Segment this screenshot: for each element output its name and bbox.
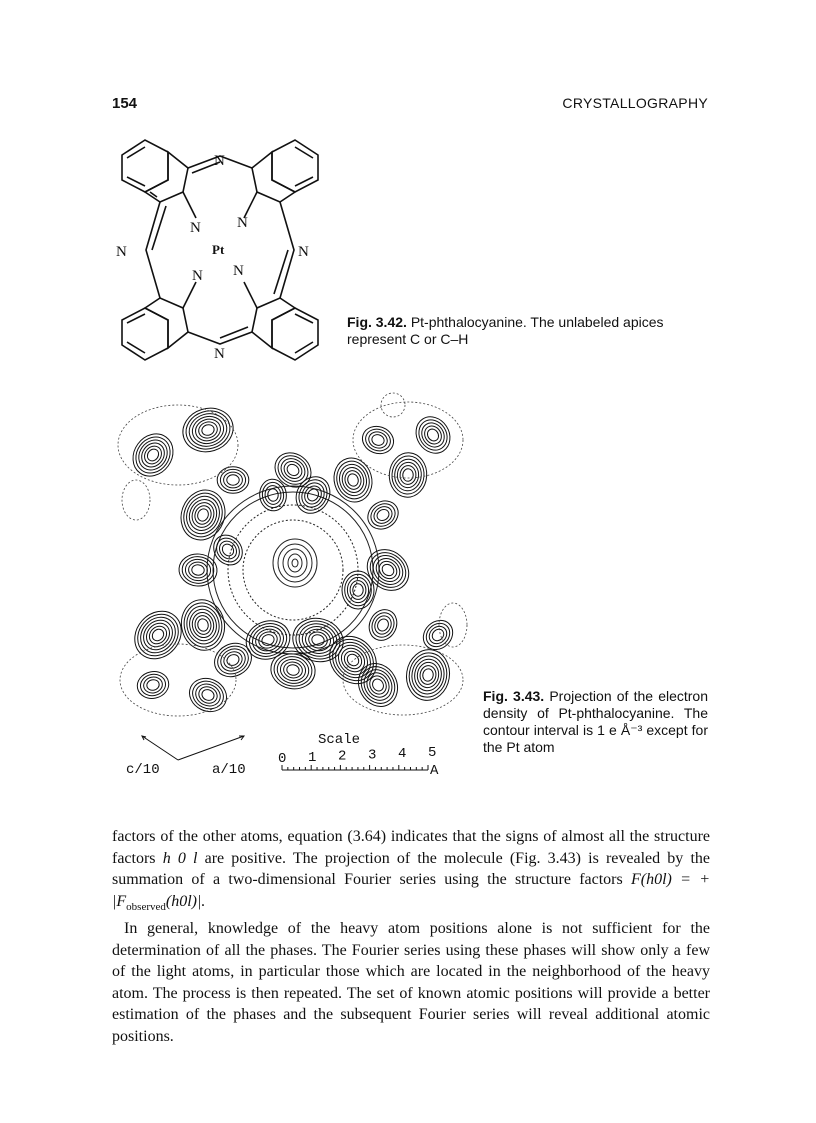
scale-tick-label: 5 bbox=[428, 746, 437, 761]
figure-3-43-caption bbox=[483, 688, 708, 756]
atom-label-n-bottom: N bbox=[214, 346, 225, 362]
figure-3-42-caption bbox=[347, 314, 717, 348]
scale-tick-label: 3 bbox=[368, 747, 377, 764]
atom-label-n-inner-br: N bbox=[233, 263, 244, 279]
p1-hkl: h 0 l bbox=[162, 849, 198, 867]
scale-unit: A bbox=[430, 763, 439, 776]
p1-formula-sub: observed bbox=[126, 900, 166, 913]
p1-formula-b: (h0l)|. bbox=[165, 892, 206, 910]
pt-phthalocyanine-structure bbox=[100, 130, 340, 370]
atom-label-n-top: N bbox=[214, 153, 225, 169]
p1-formula-a: F(h0l) = + |F bbox=[112, 871, 710, 910]
p1-text-a: factors of the other atoms, equation (3.64) indicates that the signs of almost all the structure factors bbox=[112, 828, 710, 867]
atom-label-n-inner-tr: N bbox=[237, 215, 248, 231]
figure-3-43-text: Projection of the electron density of Pt-phthalocyanine. The contour interval is 1 e Å⁻³ except for the Pt atom bbox=[483, 688, 708, 755]
scale-tick-label: 0 bbox=[278, 751, 287, 767]
paragraph-1 bbox=[112, 826, 710, 918]
atom-label-n-inner-tl: N bbox=[190, 220, 201, 236]
electron-density-contour-map bbox=[108, 385, 478, 720]
axis-indicator bbox=[140, 732, 250, 766]
running-head: CRYSTALLOGRAPHY bbox=[562, 95, 708, 111]
figure-3-42-text: Pt-phthalocyanine. The unlabeled apices represent C or C–H bbox=[347, 314, 664, 347]
scale-title: Scale bbox=[318, 732, 361, 748]
atom-label-n-inner-bl: N bbox=[192, 268, 203, 284]
scale-bar bbox=[278, 746, 448, 776]
figure-3-43-label: Fig. 3.43. bbox=[483, 688, 545, 704]
body-text bbox=[112, 826, 710, 1047]
scale-tick-label: 2 bbox=[338, 748, 347, 765]
figure-3-42-label: Fig. 3.42. bbox=[347, 314, 407, 330]
paragraph-2: In general, knowledge of the heavy atom positions alone is not sufficient for the determination of all the phases. The Fourier series using these phases will show only a few of the light atoms, in particular those which are located in the neighborhood of the heavy atom. The process is then repeated. The set of known atomic positions will provide a better estimation of the phases and the subsequent Fourier series will reveal additional atomic positions. bbox=[112, 920, 710, 1045]
scale-tick-label: 1 bbox=[308, 749, 317, 766]
axis-a-label: a/10 bbox=[212, 762, 246, 778]
atom-label-n-left: N bbox=[116, 244, 127, 260]
atom-label-n-right: N bbox=[298, 244, 309, 260]
axis-c-label: c/10 bbox=[126, 762, 160, 778]
page-number: 154 bbox=[112, 95, 138, 112]
p1-text-b: are positive. The projection of the molecule (Fig. 3.43) is revealed by the summation of a two-dimensional Fourier series using the structure factors bbox=[112, 849, 711, 888]
scale-tick-label: 4 bbox=[398, 746, 407, 763]
atom-label-pt: Pt bbox=[212, 242, 225, 257]
